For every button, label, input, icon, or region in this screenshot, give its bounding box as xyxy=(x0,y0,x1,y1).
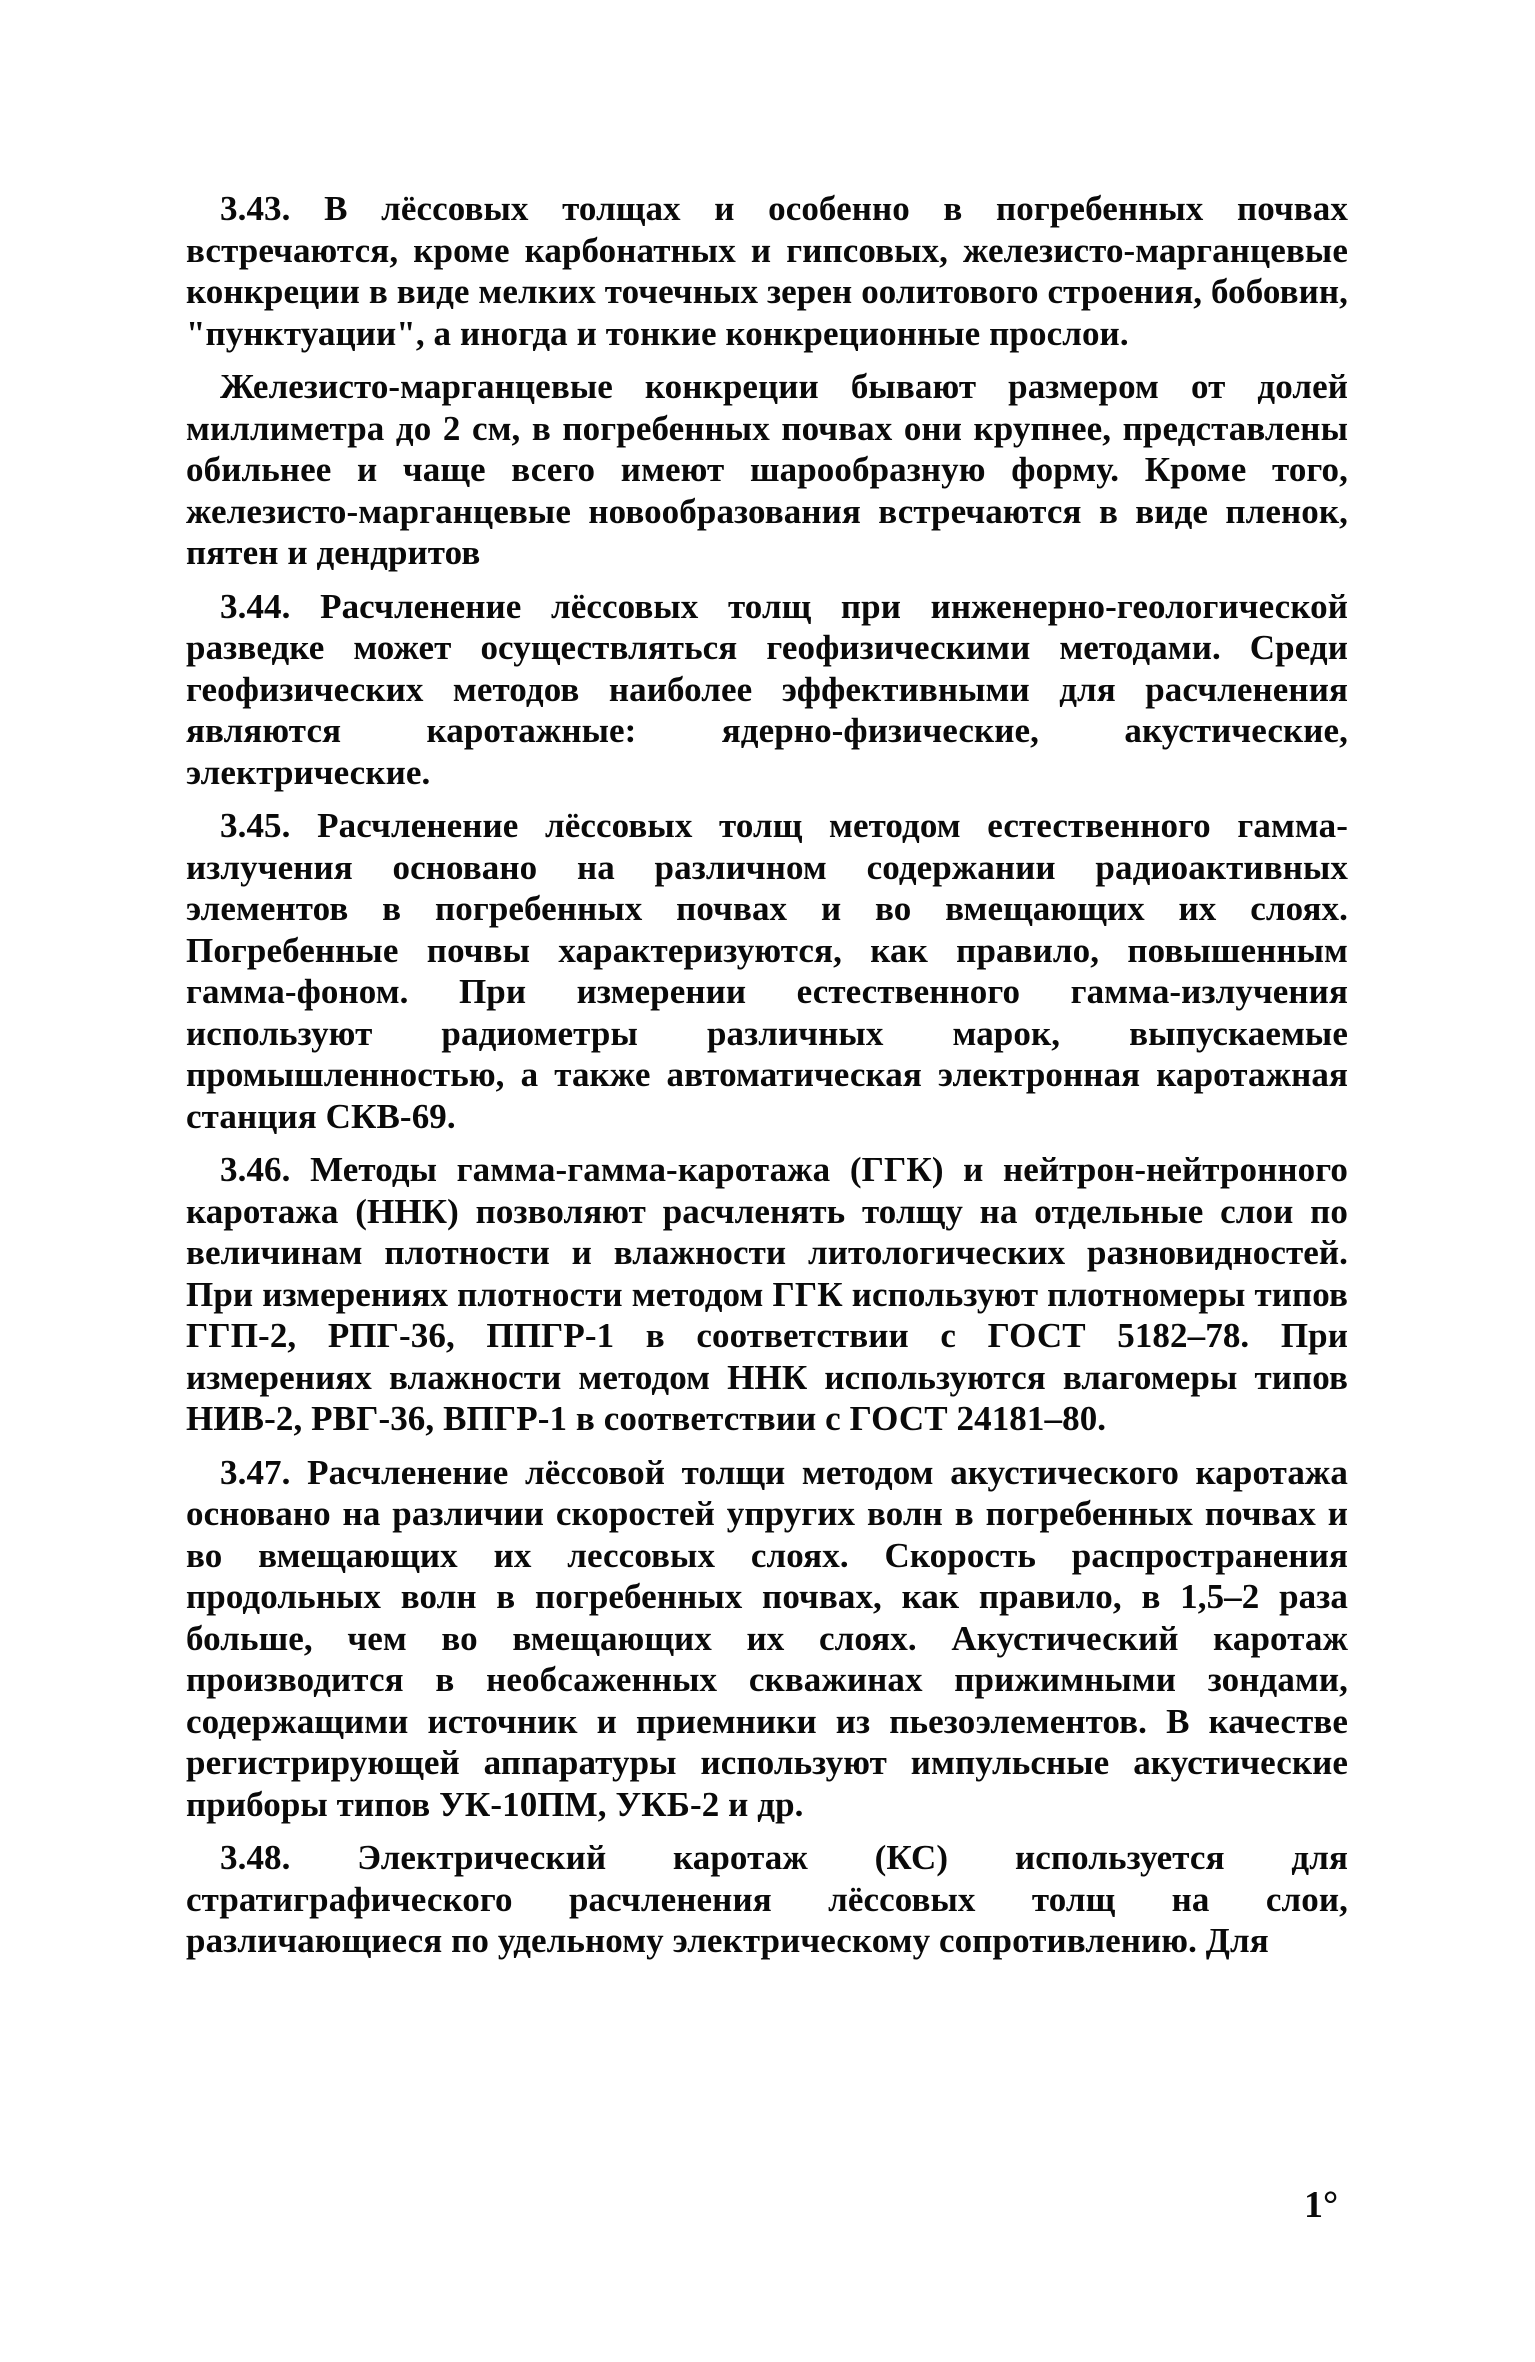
paragraph-concretions: Железисто-марганцевые конкреции бывают размером от долей миллиметра до 2 см, в погребенных почвах они крупнее, представлены обильнее и чаще всего имеют шарообразную форму. Кроме того, железисто-марганцевые новообразования встречаются в виде пленок, пятен и дендритов xyxy=(186,367,1348,572)
paragraph-3-44: 3.44. Расчленение лёссовых толщ при инженерно-геологической разведке может осуществляться геофизическими методами. Среди геофизических методов наиболее эффективными для расчленения являются каротажные: ядерно-физические, акустические, электрические. xyxy=(186,586,1348,792)
paragraph-3-45: 3.45. Расчленение лёссовых толщ методом естественного гамма-излучения основано на различном содержании радиоактивных элементов в погребенных почвах и во вмещающих их слоях. Погребенные почвы характеризуются, как правило, повышенным гамма-фоном. При измерении естественного гамма-излучения используют радиометры различных марок, выпускаемые промышленностью, а также автоматическая электронная каротажная станция СКВ-69. xyxy=(186,806,1348,1136)
paragraph-3-43: 3.43. В лёссовых толщах и особенно в погребенных почвах встречаются, кроме карбонатных и гипсовых, железисто-марганцевые конкреции в виде мелких точечных зерен оолитового строения, бобовин, "пунктуации", а иногда и тонкие конкреционные прослои. xyxy=(186,189,1348,353)
paragraph-3-46: 3.46. Методы гамма-гамма-каротажа (ГГК) и нейтрон-нейтронного каротажа (ННК) позволяют расчленять толщу на отдельные слои по величинам плотности и влажности литологических разновидностей. При измерениях плотности методом ГГК используют плотномеры типов ГГП-2, РПГ-36, ППГР-1 в соответствии с ГОСТ 5182–78. При измерениях влажности методом ННК используются влагомеры типов НИВ-2, РВГ-36, ВПГР-1 в соответствии с ГОСТ 24181–80. xyxy=(186,1150,1348,1438)
body-text xyxy=(186,188,1348,1962)
page-number: 1° xyxy=(1304,2184,1339,2226)
paragraph-3-48: 3.48. Электрический каротаж (КС) используется для стратиграфического расчленения лёссовых толщ на слои, различающиеся по удельному электрическому сопротивлению. Для xyxy=(186,1838,1348,1960)
paragraph-3-47: 3.47. Расчленение лёссовой толщи методом акустического каротажа основано на различии скоростей упругих волн в погребенных почвах и во вмещающих их лессовых слоях. Скорость распространения продольных волн в погребенных почвах, как правило, в 1,5–2 раза больше, чем во вмещающих их слоях. Акустический каротаж производится в необсаженных скважинах прижимными зондами, содержащими источник и приемники из пьезоэлементов. В качестве регистрирующей аппаратуры используют импульсные акустические приборы типов УК-10ПМ, УКБ-2 и др. xyxy=(186,1452,1348,1824)
